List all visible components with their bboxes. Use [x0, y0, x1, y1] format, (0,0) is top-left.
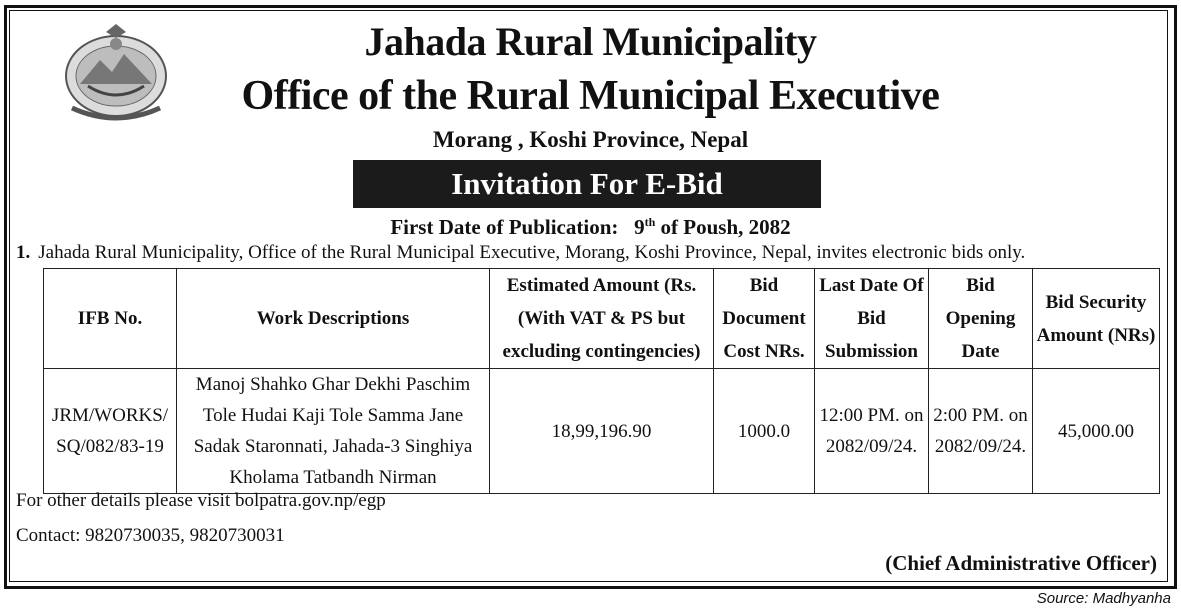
header-security-amount: Bid Security Amount (NRs): [1033, 269, 1160, 369]
office-name: Office of the Rural Municipal Executive: [241, 73, 940, 119]
signature-line: (Chief Administrative Officer): [885, 551, 1157, 575]
cell-security-amount: 45,000.00: [1033, 369, 1160, 494]
table-header-row: [44, 269, 1160, 369]
cell-estimated-amount: 18,99,196.90: [490, 369, 714, 494]
header-work-descriptions: Work Descriptions: [177, 269, 490, 369]
cell-opening-date: 2:00 PM. on 2082/09/24.: [929, 369, 1033, 494]
source-credit: Source: Madhyanha: [1036, 590, 1171, 607]
intro-paragraph: [16, 242, 1025, 264]
cell-document-cost: 1000.0: [714, 369, 815, 494]
paragraph-number: 1.: [16, 242, 31, 263]
contact-line: Contact: 9820730035, 9820730031: [16, 525, 285, 546]
cell-last-submission: 12:00 PM. on 2082/09/24.: [815, 369, 929, 494]
notice-title-banner: Invitation For E-Bid: [353, 160, 821, 208]
table-row: [44, 369, 1160, 494]
organization-name: Jahada Rural Municipality: [364, 19, 817, 64]
publication-label: First Date of Publication:: [390, 215, 619, 239]
bid-table: [43, 268, 1160, 494]
header-document-cost: Bid Document Cost NRs.: [714, 269, 815, 369]
location-line: Morang , Koshi Province, Nepal: [432, 127, 749, 152]
cell-description: Manoj Shahko Ghar Dekhi Paschim Tole Hudai Kaji Tole Samma Jane Sadak Staronnati, Jahada-3 Singhiya Kholama Tatbandh Nirman: [177, 369, 490, 494]
header-opening-date: Bid Opening Date: [929, 269, 1033, 369]
header-estimated-amount: Estimated Amount (Rs. (With VAT & PS but excluding contingencies): [490, 269, 714, 369]
cell-ifb-no: JRM/WORKS/ SQ/082/83-19: [44, 369, 177, 494]
header-ifb-no: IFB No.: [44, 269, 177, 369]
publication-date: [0, 215, 1181, 240]
intro-text: Jahada Rural Municipality, Office of the Rural Municipal Executive, Morang, Koshi Province, Nepal, invites electronic bids only.: [38, 242, 1026, 263]
publication-rest: of Poush, 2082: [660, 215, 791, 239]
details-line: For other details please visit bolpatra.gov.np/egp: [16, 490, 386, 511]
header-last-submission: Last Date Of Bid Submission: [815, 269, 929, 369]
publication-day: 9th: [634, 215, 656, 239]
